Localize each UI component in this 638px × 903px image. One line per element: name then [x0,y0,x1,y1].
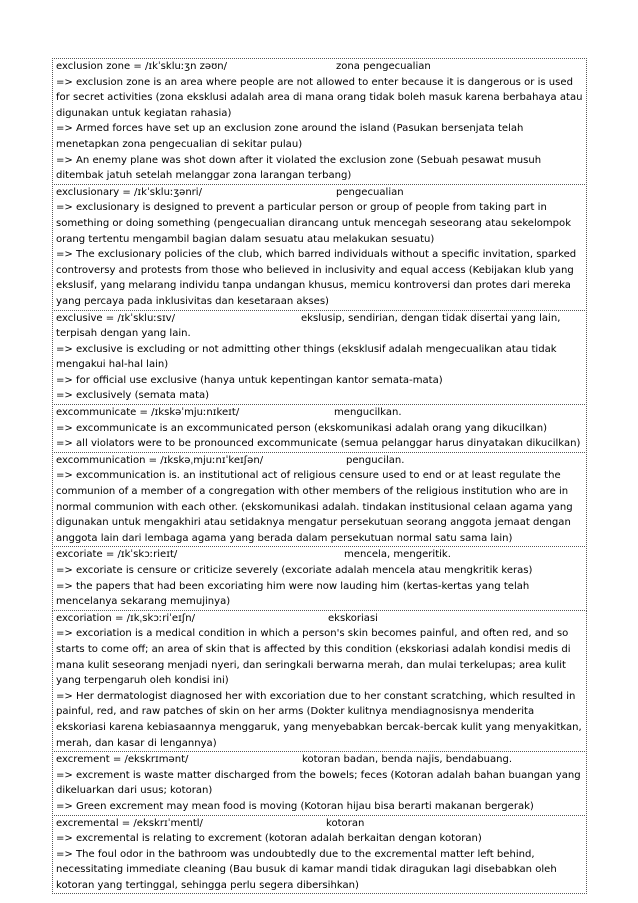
indonesian-meaning: pengecualian [336,186,404,198]
entry-header [56,816,584,832]
indonesian-meaning: ekskoriasi [328,612,378,624]
indonesian-meaning: pengucilan. [346,454,405,466]
example-line: => Green excrement may mean food is moving (Kotoran hijau bisa berarti makanan bergerak) [56,800,534,812]
indonesian-meaning: kotoran badan, benda najis, bendabuang. [302,754,513,766]
entry-excremental [52,815,587,895]
entry-header [56,453,584,469]
headword: exclusive = /ɪkˈskluːsɪv/ [56,312,176,324]
entry-header [56,405,584,421]
definition-line: => excommunicate is an excommunicated person (ekskomunikasi adalah orang yang dikucilkan) [56,422,547,434]
entry-excoriate [52,546,587,610]
entry-header [56,547,584,563]
entry-header [56,185,584,201]
entry-exclusionary [52,184,587,311]
example-line: => An enemy plane was shot down after it violated the exclusion zone (Sebuah pesawat musuh ditembak jatuh setelah melanggar zona larangan terbang) [56,154,542,182]
entry-header [56,611,584,627]
headword: exclusionary = /ɪkˈskluːʒənri/ [56,186,202,198]
indonesian-meaning: mencela, mengeritik. [344,549,451,561]
indonesian-meaning: zona pengecualian [336,61,431,72]
entry-header [56,752,584,768]
entry-excrement [52,751,587,815]
entry-exclusive [52,310,587,406]
example-line: => for official use exclusive (hanya untuk kepentingan kantor semata-mata) [56,374,443,386]
definition-line: => exclusive is excluding or not admitting other things (eksklusif adalah mengecualikan atau tidak mengakui hal-hal lain) [56,343,557,371]
headword: excoriate = /ɪkˈskɔːrieɪt/ [56,549,178,561]
definition-line: => excommunication is. an institutional act of religious censure used to end or at least regulate the communion of a member of a congregation with other members of the religious institution who are in normal communion with each other. (ekskomunikasi adalah. tindakan institusional celaan agama yang digunakan untuk mengakhiri atau setidaknya mengatur persekutuan seorang anggota jemaat dengan anggota lain dari lembaga agama yang berada dalam persekutuan normal satu sama lain) [56,470,573,544]
example-line: => Her dermatologist diagnosed her with excoriation due to her constant scratching, which resulted in painful, red, and raw patches of skin on her arms (Dokter kulitnya mendiagnosisnya menderita ekskoriasi karena kebiasaannya menggaruk, yang menyebabkan bercak-bercak kulit yang menyakitkan, merah, dan kasar di lengannya) [56,690,582,749]
entry-header [56,311,584,342]
entry-excommunication [52,452,587,548]
vocabulary-document [52,58,587,894]
example-line: => The foul odor in the bathroom was undoubtedly due to the excremental matter left behind, necessitating immediate cleaning (Bau busuk di kamar mandi tidak diragukan lagi disebabkan oleh kotoran yang tertinggal, sehingga perlu segera dibersihkan) [56,848,557,891]
definition-line: => exclusionary is designed to prevent a particular person or group of people from taking part in something or doing something (pengecualian dirancang untuk mencegah seseorang atau sekelompok orang tertentu mengambil bagian dalam sesuatu atau melakukan sesuatu) [56,202,572,245]
definition-line: => excoriation is a medical condition in which a person's skin becomes painful, and often red, and so starts to come off; an area of skin that is affected by this condition (ekskoriasi adalah kondisi medis di mana kulit seseorang menjadi nyeri, dan seringkali berwarna merah, dan mulai terkelupas; area kulit yang terpengaruh oleh kondisi ini) [56,628,571,687]
definition-line: => excoriate is censure or criticize severely (excoriate adalah mencela atau mengkritik keras) [56,565,533,576]
entry-excommunicate [52,404,587,453]
headword: excrement = /ekskrɪmənt/ [56,754,189,766]
example-line: => all violators were to be pronounced excommunicate (semua pelanggar harus dinyatakan dikucilkan) [56,438,581,450]
headword: exclusion zone = /ɪkˈskluːʒn zəʊn/ [56,61,228,72]
headword: excommunication = /ɪkskəˌmjuːnɪˈkeɪʃən/ [56,454,264,466]
indonesian-meaning: mengucilkan. [334,407,402,419]
indonesian-meaning: ekslusip, sendirian, dengan tidak disertai yang lain, terpisah dengan yang lain. [56,312,561,340]
indonesian-meaning: kotoran [326,817,365,829]
definition-line: => excremental is relating to excrement (kotoran adalah berkaitan dengan kotoran) [56,833,482,845]
headword: excommunicate = /ɪkskəˈmjuːnɪkeɪt/ [56,407,240,419]
headword: excremental = /ekskrɪˈmentl/ [56,817,203,829]
example-line: => Armed forces have set up an exclusion zone around the island (Pasukan bersenjata telah menetapkan zona pengecualian di sekitar pulau) [56,123,524,150]
headword: excoriation = /ɪkˌskɔːriˈeɪʃn/ [56,612,195,624]
example-line: => exclusively (semata mata) [56,390,210,402]
example-line: => The exclusionary policies of the club, which barred individuals without a specific invitation, sparked controversy and protests from those who believed in inclusivity and equal access (Kebijakan klub yang ekslusif, yang melarang individu tanpa undangan khusus, memicu kontroversi dan protes dari mereka yang percaya pada inklusivitas dan kesetaraan akses) [56,249,577,307]
example-line: => the papers that had been excoriating him were now lauding him (kertas-kertas yang telah mencelanya sekarang memujinya) [56,580,530,608]
entry-header [56,59,584,75]
definition-line: => excrement is waste matter discharged from the bowels; feces (Kotoran adalah bahan buangan yang dikeluarkan dari usus; kotoran) [56,769,581,797]
definition-line: => exclusion zone is an area where people are not allowed to enter because it is dangerous or is used for secret activities (zona eksklusi adalah area di mana orang tidak boleh masuk karena berbahaya atau digunakan untuk kegiatan rahasia) [56,76,583,119]
entry-excoriation [52,610,587,752]
entry-exclusion-zone [52,58,587,185]
